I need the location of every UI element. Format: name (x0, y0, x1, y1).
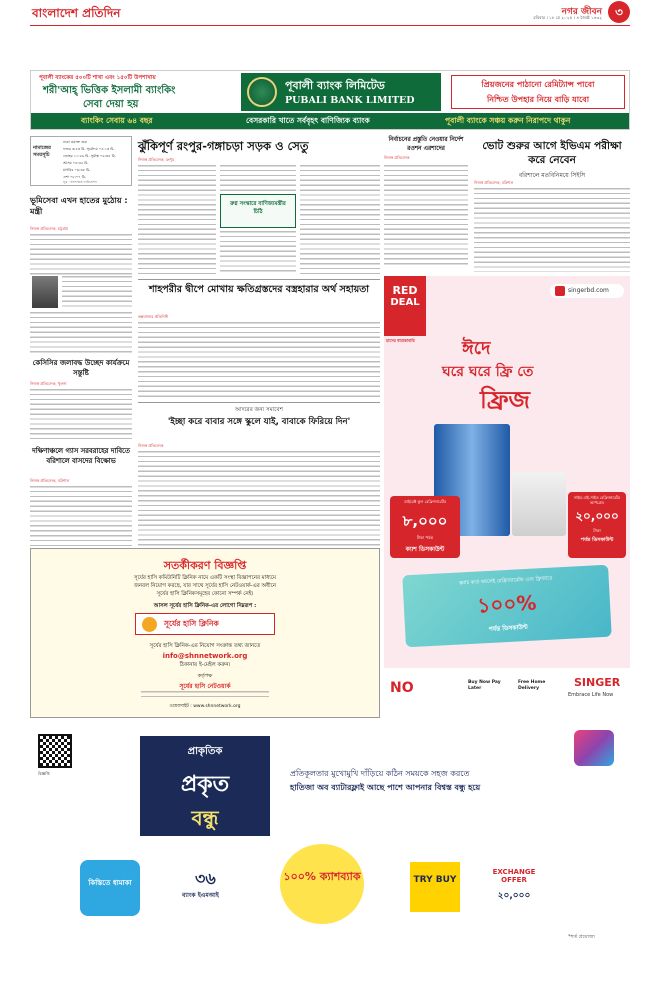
bnpl-text: Buy Now Pay Later (468, 680, 501, 691)
byline-evm: নিজস্ব প্রতিবেদক, বরিশাল (474, 180, 514, 185)
prayer-row: ঢাকা ওয়াক্ত শুরু (63, 140, 88, 144)
offer-right (568, 492, 626, 558)
pubali-logo-block (241, 73, 441, 111)
cashback-text: ১০০% ক্যাশব্যাক (283, 870, 361, 883)
notice-line2: জনবল নিয়োগ করছে, যার সাথে সূর্যের হাসি নেটওয়ার্ক-এর অধীনে (133, 583, 276, 589)
banner-mid: প্রকৃত (180, 772, 230, 797)
headline-island: শাহপরীর দ্বীপে মোখায় ক্ষতিগ্রস্তদের বস্ত্রহারার অর্থ সহায়তা (148, 284, 370, 295)
singer-tagline: Embrace Life Now (568, 692, 614, 698)
cart-icon (555, 286, 565, 296)
sun-logo-icon (142, 617, 157, 632)
masthead-rule (30, 25, 630, 26)
singer-url-pill (550, 284, 624, 298)
bank-emi-num: ৩৬ (195, 869, 216, 888)
cashback-badge (280, 844, 364, 924)
pubali-right-line2: নিশ্চিত উপহার নিয়ে বাড়ি যাবো (486, 95, 590, 104)
prayer-row: এশা ০৮:০৭ মি. (63, 175, 86, 179)
headline-road: ঝুঁকিপূর্ণ রংপুর-গঙ্গাচড়া সড়ক ও সেতু (138, 139, 309, 153)
masthead-section: নগর জীবন (561, 7, 602, 17)
article-land-text-2 (62, 276, 132, 310)
notice-line3: সূর্যের হাসি ক্লিনিকসমূহের কোনো সম্পর্ক নেই। (156, 591, 254, 597)
article-land-text-3 (30, 312, 132, 354)
article-election-text (384, 165, 468, 265)
center-divider-2 (138, 402, 380, 403)
article-gas-text (30, 486, 132, 546)
pubali-bar-left: ব্যাংকিং সেবায় ৬৪ বছর (81, 116, 153, 125)
byline-election: নিজস্ব প্রতিবেদক (384, 155, 410, 160)
byline-road: নিজস্ব প্রতিবেদক, রংপুর (138, 157, 175, 162)
bank-emi-text: ব্যাংক ইএমআই (182, 892, 219, 899)
prayer-row: জোহর ১১:৫৯ মি. সূর্যাস্ত ০৬:৩৪ মি. (63, 154, 116, 158)
banner-logo (140, 736, 270, 836)
red-deal-sub: মাসের ধামাকাবারি (386, 338, 415, 343)
notice-org: সূর্যের হাসি নেটওয়ার্ক (179, 683, 231, 690)
notice-line5: সূর্যের হাসি ক্লিনিক-এর নিয়োগ সংক্রান্ত তথ্য জানতে (149, 643, 261, 649)
byline-land: নিজস্ব প্রতিবেদক, চট্টগ্রাম (30, 226, 69, 231)
red-deal-top: RED (392, 284, 418, 297)
red-deal-badge (384, 276, 426, 336)
boxed-headline (220, 194, 296, 228)
scratch-line: স্ক্র্যাচ কার্ড ঘষলেই রেফ্রিজারেটর এবং ফ্রিজারে (459, 575, 553, 587)
article-island-text (138, 322, 380, 400)
notice-email: info@shnnetwork.org (162, 652, 248, 660)
notice-web: ওয়েবসাইট : www.shnnetwork.org (169, 704, 241, 709)
offer-right-label: পর্যন্ত ডিসকাউন্ট (580, 537, 614, 543)
center-divider (138, 279, 380, 280)
pubali-ad (30, 70, 630, 130)
logo-kistite-text: কিস্তিতে ধামাকা (88, 879, 132, 887)
pubali-left-line2: শরী'আহ্ ভিত্তিক ইসলামী ব্যাংকিং (43, 85, 176, 96)
notice-address (141, 691, 269, 700)
headline-gas: দক্ষিণাঞ্চলে গ্যাস সরবরাহের দাবিতে বরিশালে বাসদের বিক্ষোভ (32, 447, 130, 465)
pubali-emblem-icon (247, 77, 277, 107)
singer-url: singerbd.com (568, 287, 609, 294)
article-road-text-2 (220, 165, 296, 191)
hero-text-3: ফ্রিজ (480, 386, 530, 414)
headline-land: ভূমিসেবা এখন হাতের মুঠোয় : মন্ত্রী (30, 196, 128, 216)
trybuy-text: TRY BUY (413, 875, 457, 885)
pubali-name-bn: পূবালী ব্যাংক লিমিটেড (285, 79, 385, 92)
headline-election: নির্বাচনের প্রস্তুতি নেওয়ার নির্দেশ রওশন এরশাদের (388, 137, 464, 152)
bottom-line2: হাতিজা অব ব্যাটারফ্লাই আছে পাশে আপনার বিশ্বস্ত বন্ধু হয়ে (290, 783, 481, 792)
qr-label: বিজ্ঞপ্তি (38, 771, 50, 776)
offer-right-amount: ২০,০০০ (575, 509, 619, 523)
article-road-text-3 (220, 231, 296, 275)
exchange-amount: ২০,০০০ (497, 891, 531, 901)
evm-subhead: বরিশালে মতবিনিময়ে সিইসি (518, 172, 586, 179)
scratch-percent: ১০০% (476, 590, 537, 618)
prayer-row: আসর ০৪:৩৫ মি. (63, 161, 89, 165)
banner-top: প্রাকৃতিক (187, 746, 223, 757)
prayer-box (30, 136, 132, 186)
headline-caisis: কেসিসির জলাবদ্ধ উচ্ছেদ কার্যক্রমে সন্তুষ্টি (32, 359, 130, 377)
masthead (30, 0, 630, 24)
bottom-ad (80, 726, 630, 962)
scratch-card (402, 565, 611, 648)
notice-ad (30, 548, 380, 718)
pubali-bar-right: পূবালী ব্যাংকে সঞ্চয় করুন নিরাপদে থাকুন (445, 116, 571, 125)
offer-left-label: ক্যাশ ডিসকাউন্ট (405, 546, 445, 553)
boxed-headline-text: রুগ্ন সংস্কারে বাণিজ্যমন্ত্রীর চিঠি (230, 201, 286, 215)
notice-sign: কর্তৃপক্ষ (197, 673, 213, 679)
logo-kistite (80, 860, 140, 916)
prayer-title: নামাজের সময়সূচি (33, 145, 51, 158)
article-land-text (30, 234, 132, 276)
no-down-text: NO (390, 680, 414, 696)
pubali-left-line3: সেবা দেয়া হয় (83, 99, 139, 110)
trybuy-badge (410, 862, 460, 912)
pubali-right-box (451, 75, 625, 109)
banner-bottom: বন্ধু (191, 806, 219, 830)
delivery-text: Free Home Delivery (518, 680, 546, 691)
election-box (384, 136, 468, 272)
byline-gas: নিজস্ব প্রতিবেদক, বরিশাল (30, 478, 70, 483)
scratch-percent-label: পর্যন্ত ডিসকাউন্ট (488, 623, 528, 633)
pubali-bar-mid: বেসরকারি খাতে সর্ববৃহৎ বাণিজ্যিক ব্যাংক (246, 116, 370, 125)
freezer-image (512, 472, 566, 536)
page-number: ৩ (608, 1, 630, 23)
offer-left-unit: টাকা পর্যন্ত (416, 535, 434, 540)
hero-text-1: ঈদে (462, 338, 491, 359)
notice-line6: ঠিকানায় ই-মেইল করুন। (179, 662, 231, 668)
pubali-bottom-bar (31, 113, 629, 129)
article-evm-text (474, 188, 630, 272)
qr-code (38, 734, 72, 768)
byline-island: কক্সবাজার প্রতিনিধি (138, 314, 168, 319)
article-caisis-text (30, 389, 132, 439)
notice-line4: আসল সূর্যের হাসি ক্লিনিক-এর লোগো নিম্নরূপ : (153, 603, 257, 609)
prayer-row: ফজর ৩:৫৩ মি. সূর্যোদয় ০৫:১৩ মি. (63, 147, 115, 151)
exchange-badge (480, 860, 548, 916)
masthead-date: রবিবার । ১৮ মে ২০২৫ । ৪ জ্যৈষ্ঠ ১৪৩২ (533, 15, 602, 20)
pubali-name-en: PUBALI BANK LIMITED (285, 95, 415, 106)
red-deal-bottom: DEAL (390, 297, 420, 308)
article-road-text (138, 165, 216, 275)
masthead-brand: বাংলাদেশ প্রতিদিন (32, 6, 121, 20)
offer-left-tag: ডাইরেক্ট কুল রেফ্রিজারেটর (403, 499, 447, 504)
article-road-text-4 (300, 165, 380, 275)
headline-evm: ভোট শুরুর আগে ইভিএম পরীক্ষা করে নেবেন (482, 140, 622, 166)
brand-logo-icon (574, 730, 614, 766)
article-quote-text (138, 451, 380, 546)
notice-title: সতর্কীকরণ বিজ্ঞপ্তি (163, 559, 247, 572)
offer-right-tag: সাইড-বাই-সাইড রেফ্রিজারেটর আপগ্রেড (573, 495, 621, 505)
headline-quote: 'ইচ্ছা করে বাবার সঙ্গে স্কুলে যাই, বাবাকে ফিরিয়ে দিন' (167, 417, 351, 427)
hero-text-2: ঘরে ঘরে ফ্রি তে (442, 364, 534, 380)
exchange-text: EXCHANGE OFFER (492, 868, 536, 884)
terms-note: *শর্ত প্রযোজ্য (568, 934, 595, 940)
notice-logo-text: সূর্যের হাসি ক্লিনিক (164, 619, 219, 628)
byline-quote: নিজস্ব প্রতিবেদক (138, 443, 164, 448)
byline-caisis: নিজস্ব প্রতিবেদক, খুলনা (30, 381, 67, 386)
prayer-note: সূত্র : ইসলামিক ফাউন্ডেশন (63, 180, 97, 184)
prayer-row: মাগরিব ০৬:৩৮ মি. (63, 168, 91, 172)
offer-right-unit: টাকা (593, 528, 601, 533)
singer-footer (384, 668, 630, 718)
notice-line1: সূর্যের হাসি কমিউনিটি ক্লিনিক নামে একটি সংস্থা বিজ্ঞাপনের মাধ্যমে (134, 575, 276, 581)
pubali-right-line1: প্রিয়জনের পাঠানো রেমিট্যান্স পাবো (481, 80, 595, 89)
singer-brand: SINGER (574, 676, 621, 689)
singer-ad (384, 276, 630, 718)
offer-left (390, 496, 460, 558)
quote-kicker: আদরের জন্য সমাবেশ (235, 407, 283, 413)
notice-logo-box (135, 613, 275, 635)
offer-left-amount: ৮,০০০ (402, 512, 448, 530)
minister-photo (32, 276, 58, 308)
pubali-left-line1: পূবালী ব্যাংকের ৫০০টি শাখা এবং ১৫০টি উপশাখায় (39, 75, 156, 81)
bottom-line1: প্রতিকূলতার মুখোমুখি দাঁড়িয়ে কঠিন সময়কে সহজ করতে (290, 769, 470, 778)
